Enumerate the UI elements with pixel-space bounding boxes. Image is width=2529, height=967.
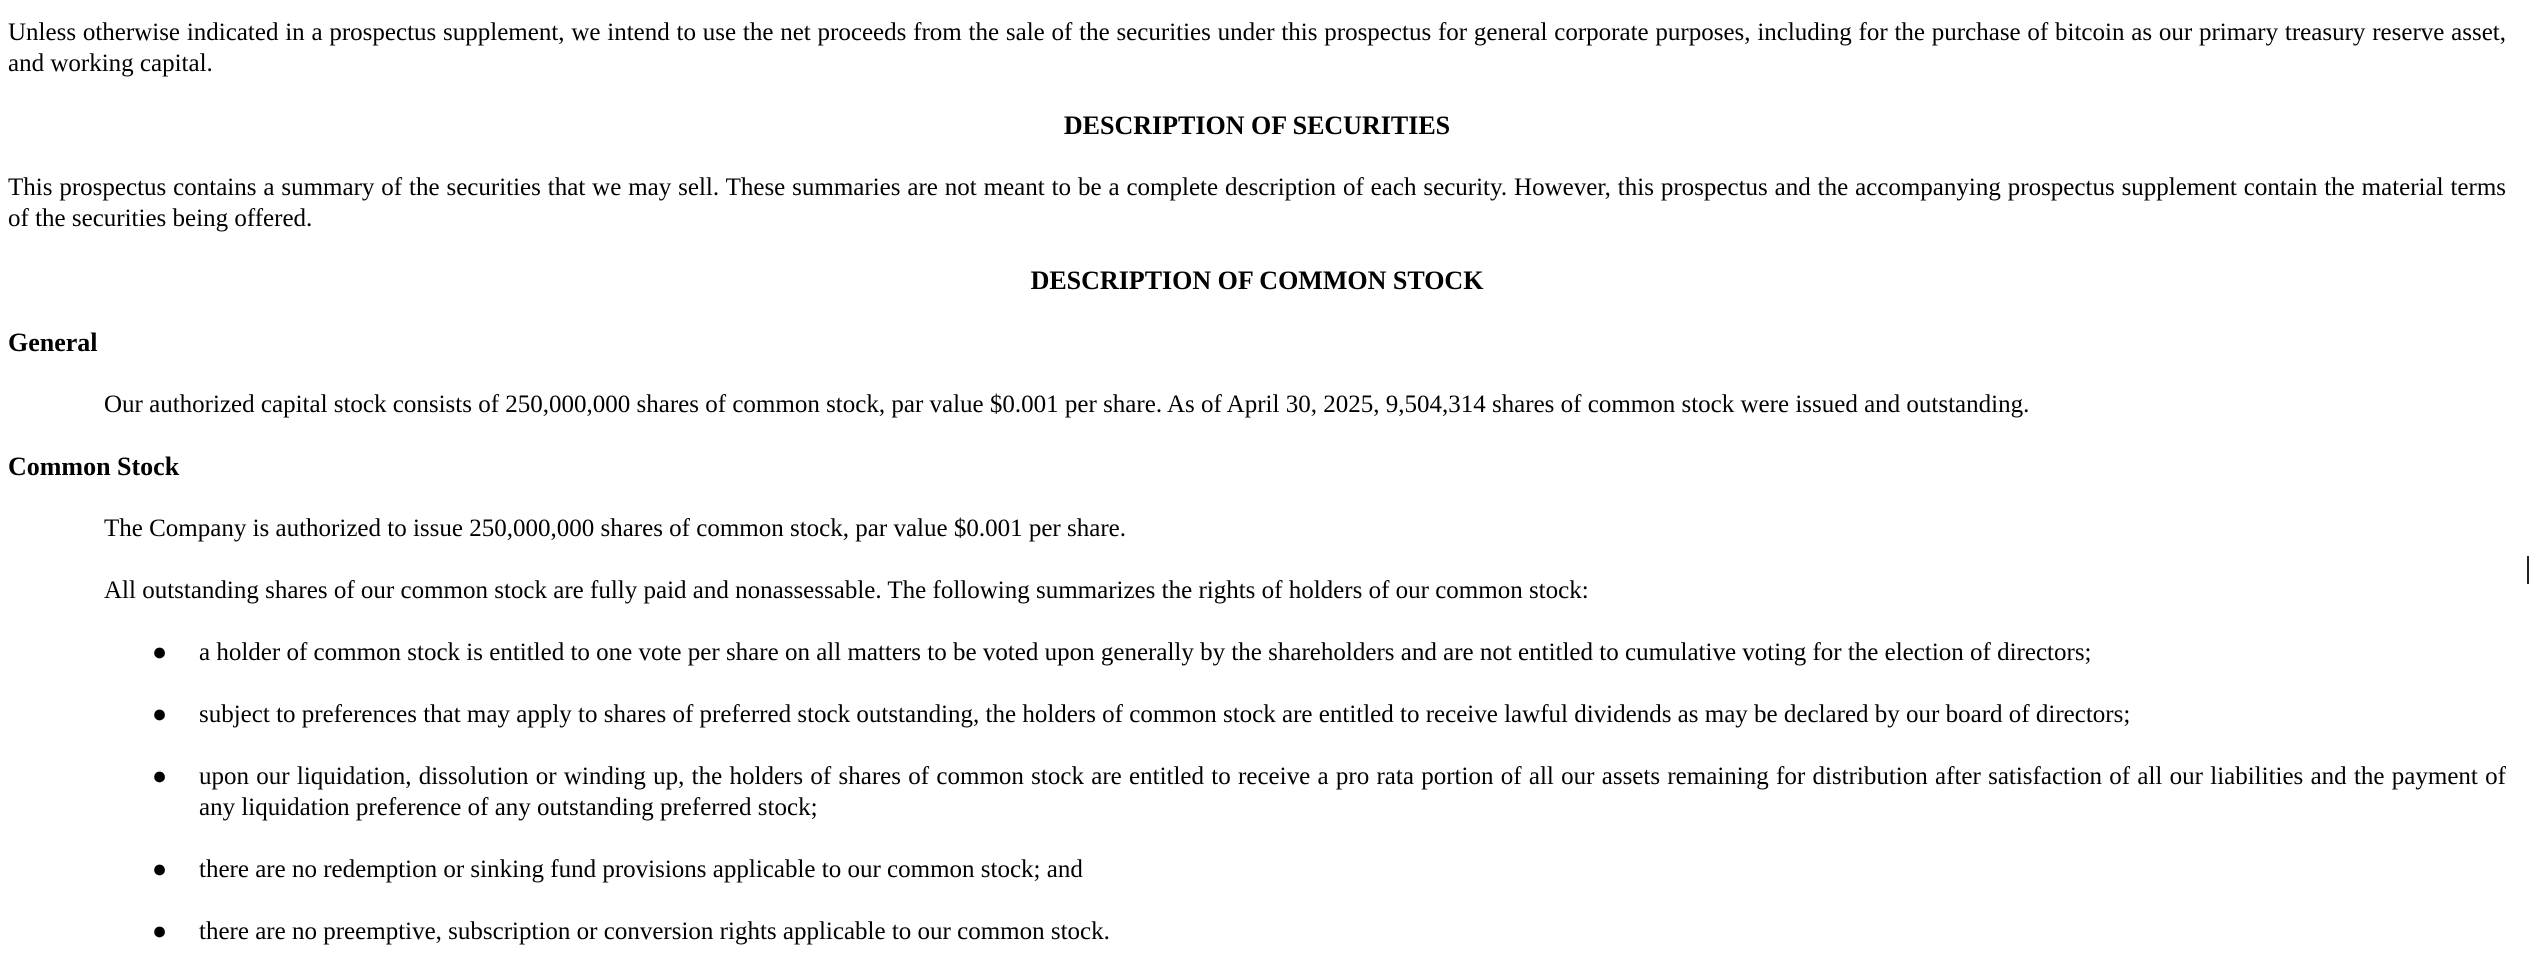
bullet-icon: ● <box>152 856 168 883</box>
list-item <box>8 916 2506 947</box>
general-heading: General <box>8 328 98 357</box>
bullet-text: subject to preferences that may apply to shares of preferred stock outstanding, the holders of common stock are entitled to receive lawful dividends as may be declared by our board of directors; <box>199 701 2131 728</box>
rights-bullet-list <box>8 637 2506 947</box>
securities-paragraph: This prospectus contains a summary of the securities that we may sell. These summaries are not meant to be a complete description of each security. However, this prospectus and the accompanying prospectus supplement contain the material terms of the securities being offered. <box>8 174 2506 232</box>
bullet-text: a holder of common stock is entitled to one vote per share on all matters to be voted upon generally by the shareholders and are not entitled to cumulative voting for the election of directors; <box>199 639 2092 666</box>
description-of-common-stock-heading: DESCRIPTION OF COMMON STOCK <box>1030 266 1484 295</box>
rights-summary-paragraph: All outstanding shares of our common stock are fully paid and nonassessable. The following summarizes the rights of holders of our common stock: <box>104 577 1589 604</box>
general-paragraph: Our authorized capital stock consists of 250,000,000 shares of common stock, par value $0.001 per share. As of April 30, 2025, 9,504,314 shares of common stock were issued and outstanding. <box>104 391 2030 418</box>
common-stock-heading: Common Stock <box>8 452 180 481</box>
list-item <box>8 761 2506 823</box>
intro-paragraph: Unless otherwise indicated in a prospectus supplement, we intend to use the net proceeds from the sale of the securities under this prospectus for general corporate purposes, including for the purchase of bitcoin as our primary treasury reserve asset, and working capital. <box>8 19 2506 77</box>
list-item <box>8 637 2506 668</box>
bullet-text: there are no preemptive, subscription or conversion rights applicable to our common stock. <box>199 918 1110 945</box>
bullet-text: there are no redemption or sinking fund provisions applicable to our common stock; and <box>199 856 1083 883</box>
bullet-icon: ● <box>152 639 168 666</box>
list-item <box>8 854 2506 885</box>
bullet-text: upon our liquidation, dissolution or winding up, the holders of shares of common stock are entitled to receive a pro rata portion of all our assets remaining for distribution after satisfaction of all our liabilities and the payment of any liquidation preference of any outstanding preferred stock; <box>199 763 2506 821</box>
bullet-icon: ● <box>152 701 168 728</box>
bullet-icon: ● <box>152 763 168 790</box>
bullet-icon: ● <box>152 918 168 945</box>
document-body <box>8 17 2506 947</box>
list-item <box>8 699 2506 730</box>
description-of-securities-heading: DESCRIPTION OF SECURITIES <box>1063 111 1451 140</box>
authorized-shares-paragraph: The Company is authorized to issue 250,000,000 shares of common stock, par value $0.001 per share. <box>104 515 1126 542</box>
